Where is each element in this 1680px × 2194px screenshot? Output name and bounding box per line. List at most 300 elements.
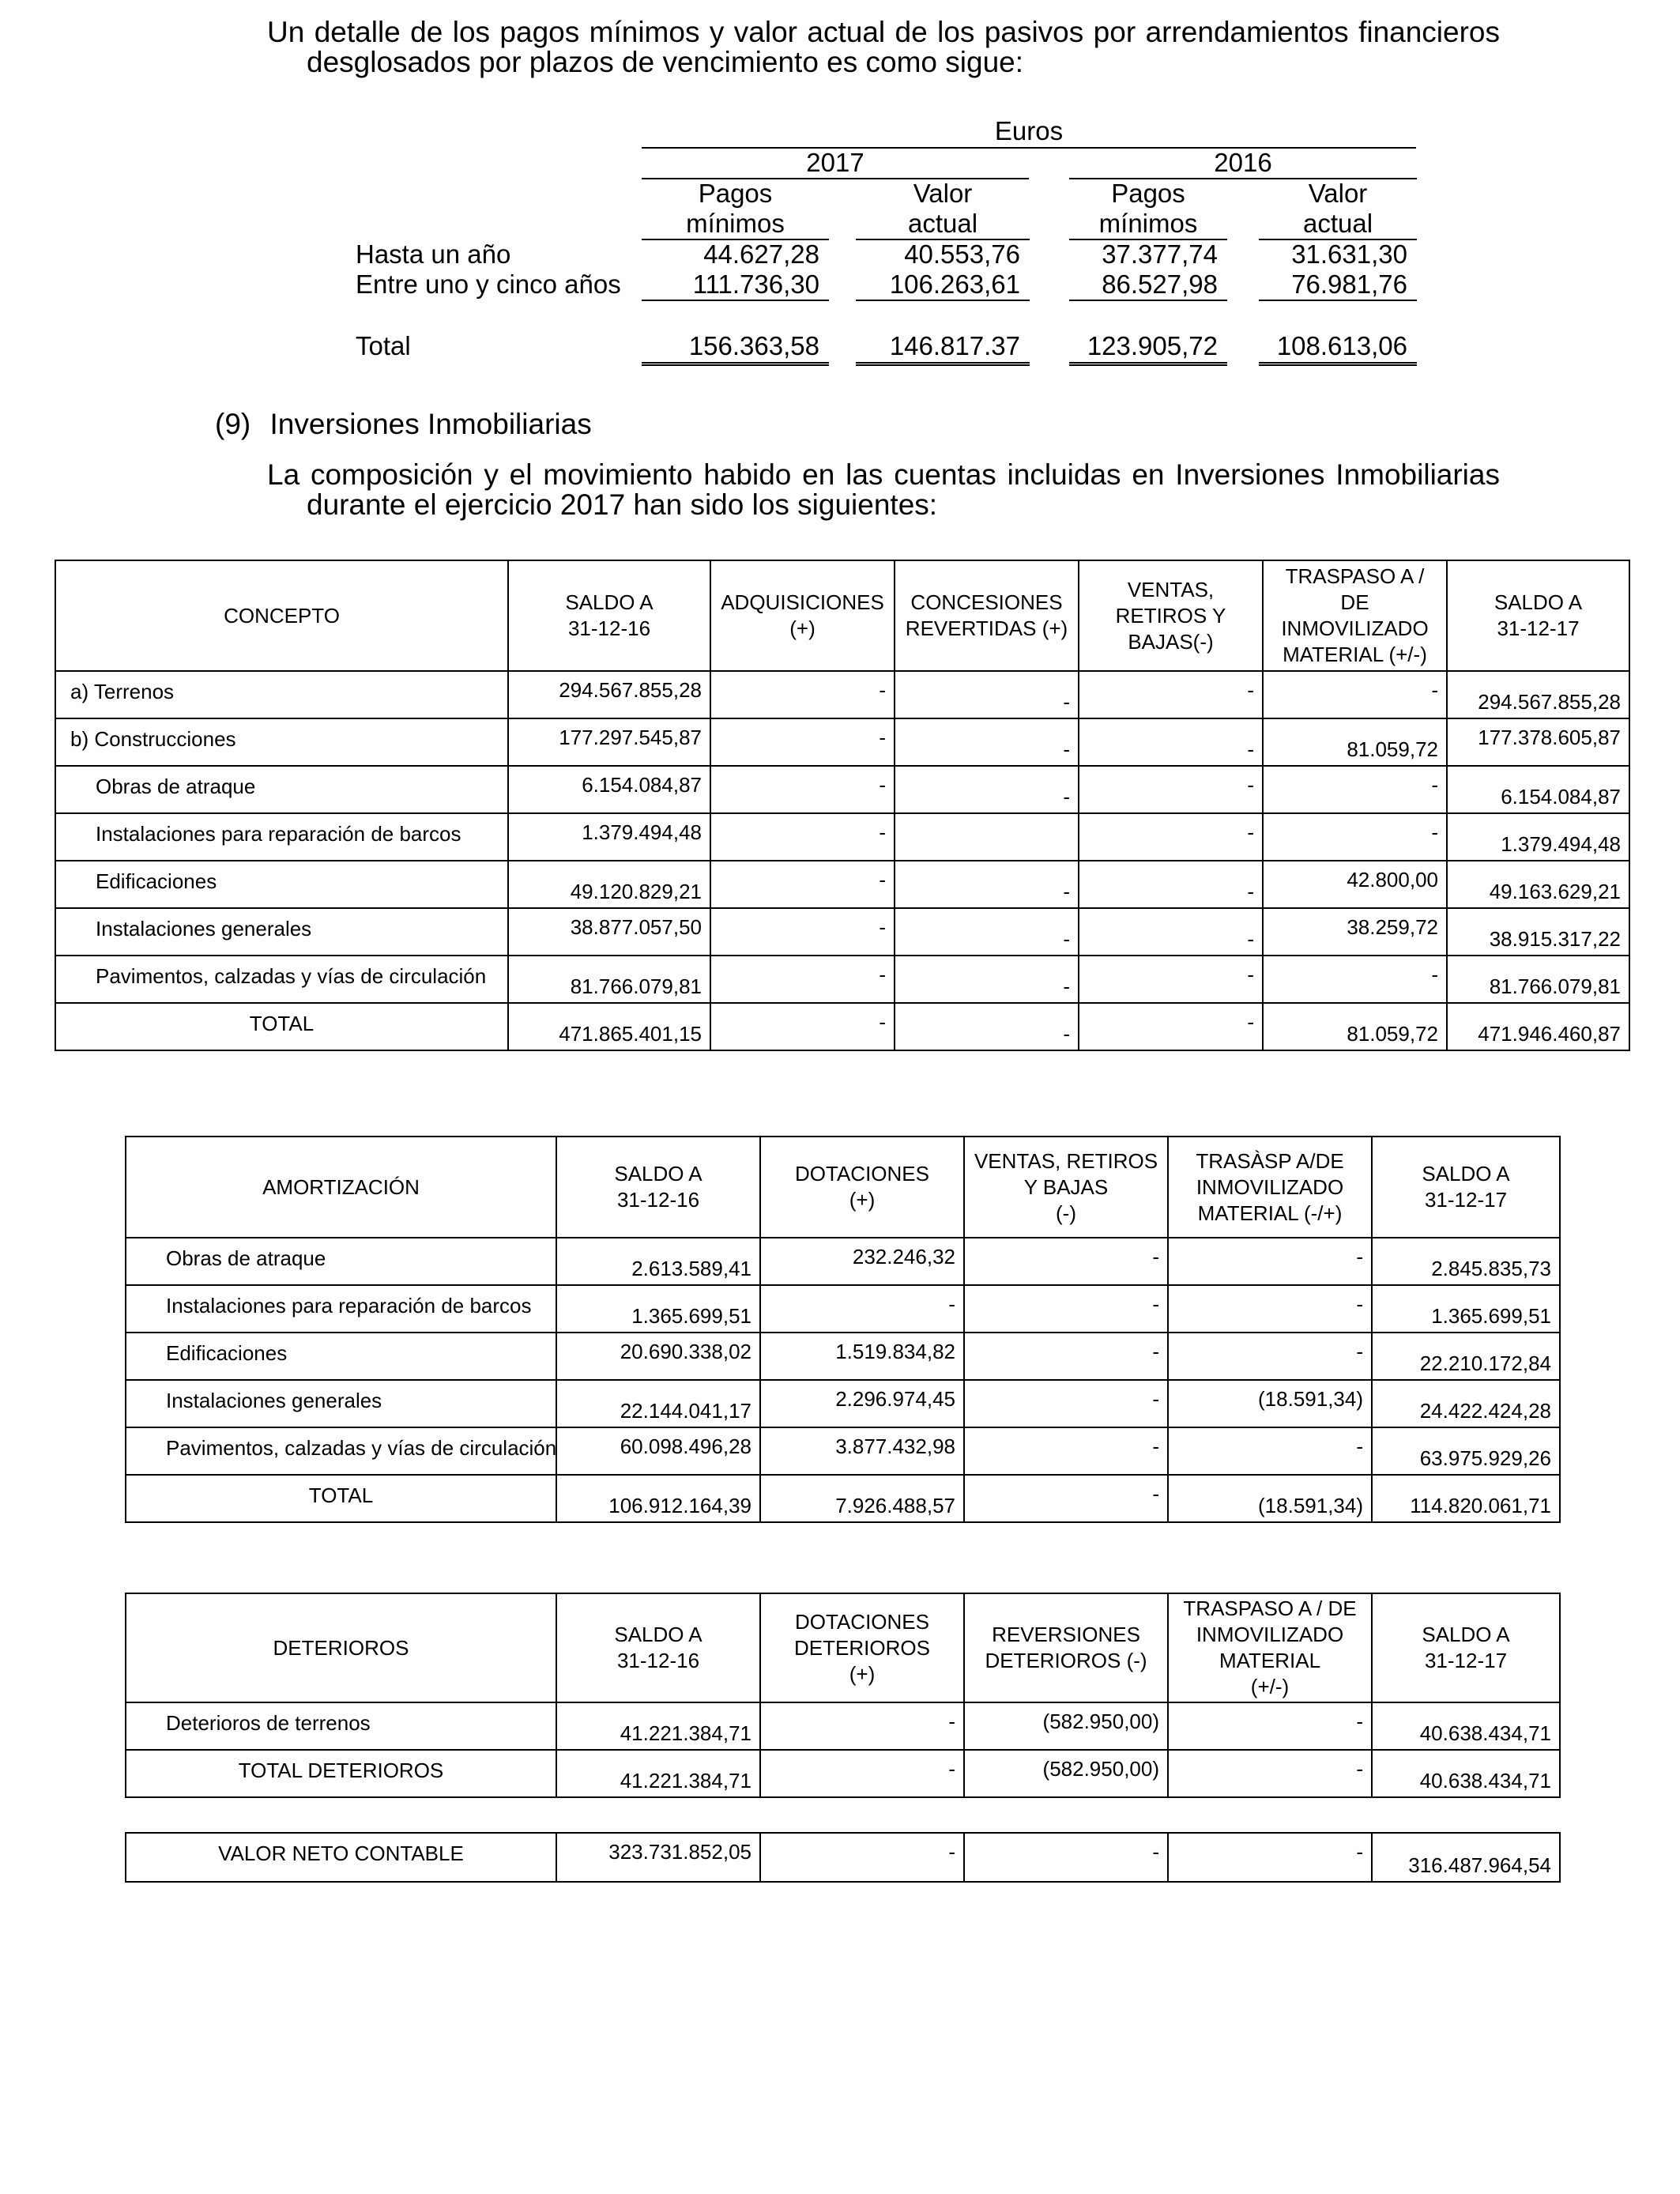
header-cell	[556, 1593, 760, 1702]
row-label: Instalaciones generales	[166, 1389, 382, 1412]
cell-value: 20.690.338,02	[620, 1340, 751, 1363]
value-cell	[556, 1238, 760, 1285]
row-label-cell	[55, 908, 508, 956]
row-label: TOTAL	[308, 1483, 374, 1507]
header-cell	[1263, 560, 1447, 671]
header-label: DETERIOROS	[273, 1635, 409, 1660]
cell-value: -	[879, 1010, 886, 1034]
value-cell	[760, 1475, 964, 1522]
table-row	[126, 1333, 1560, 1380]
value-cell	[1079, 908, 1263, 956]
col-pagos-2016: Pagos mínimos	[1098, 179, 1198, 238]
cell-value: -	[948, 1292, 955, 1316]
cell-value: -	[1247, 678, 1254, 702]
cell-value: 22.144.041,17	[620, 1399, 751, 1423]
row-label-cell	[55, 718, 508, 766]
cell-value: -	[1356, 1710, 1363, 1733]
row-label-cell	[126, 1380, 556, 1427]
table-row	[55, 766, 1629, 813]
value-cell	[895, 671, 1079, 718]
header-cell	[760, 1593, 964, 1702]
table-row	[126, 1475, 1560, 1522]
header-label: REVERSIONES DETERIOROS (-)	[985, 1623, 1147, 1672]
value-cell	[1447, 813, 1629, 861]
table-row	[126, 1380, 1560, 1427]
table-row	[126, 1702, 1560, 1750]
value-cell	[556, 1750, 760, 1797]
value-cell	[1079, 671, 1263, 718]
lease-cell: 76.981,76	[1291, 270, 1407, 299]
rule	[856, 300, 1030, 301]
table-row	[55, 718, 1629, 766]
value-cell	[556, 1833, 760, 1882]
cell-value: -	[1356, 1757, 1363, 1781]
row-label: Pavimentos, calzadas y vías de circulación	[96, 964, 487, 988]
value-cell	[964, 1702, 1168, 1750]
cell-value: 2.613.589,41	[631, 1257, 751, 1280]
value-cell	[1447, 671, 1629, 718]
row-label: Instalaciones para reparación de barcos	[166, 1294, 532, 1318]
value-cell	[964, 1427, 1168, 1475]
value-cell	[508, 813, 710, 861]
header-cell	[126, 1137, 556, 1238]
section-number: (9)	[215, 408, 251, 440]
cell-value: -	[1247, 737, 1254, 761]
value-cell	[1168, 1750, 1372, 1797]
value-cell	[1079, 956, 1263, 1003]
cell-value: 1.519.834,82	[835, 1340, 955, 1363]
cell-value: -	[1431, 773, 1438, 797]
header-label: DOTACIONES DETERIOROS (+)	[794, 1609, 930, 1686]
cell-value: 40.638.434,71	[1419, 1721, 1551, 1745]
header-label: AMORTIZACIÓN	[262, 1174, 420, 1199]
cell-value: 1.379.494,48	[1501, 832, 1621, 856]
cell-value: -	[1356, 1434, 1363, 1458]
row-label-cell	[126, 1238, 556, 1285]
table-header-row	[126, 1593, 1560, 1702]
cell-value: -	[1431, 963, 1438, 986]
value-cell	[556, 1285, 760, 1333]
value-cell	[964, 1833, 1168, 1882]
table-row	[126, 1750, 1560, 1797]
cell-value: -	[879, 726, 886, 749]
cell-value: 38.259,72	[1347, 915, 1438, 939]
value-cell	[895, 766, 1079, 813]
row-label: Deterioros de terrenos	[166, 1711, 371, 1735]
double-rule	[1069, 362, 1227, 366]
cell-value: 471.946.460,87	[1478, 1022, 1621, 1046]
lease-total-cell: 156.363,58	[688, 331, 819, 360]
cell-value: 294.567.855,28	[559, 678, 702, 702]
row-label: VALOR NETO CONTABLE	[218, 1842, 464, 1865]
value-cell	[1168, 1285, 1372, 1333]
row-label-cell	[55, 1003, 508, 1050]
cell-value: -	[1152, 1340, 1159, 1363]
value-cell	[760, 1380, 964, 1427]
lease-cell: 86.527,98	[1102, 270, 1218, 299]
lease-total-label: Total	[356, 331, 411, 360]
cell-value: -	[1247, 773, 1254, 797]
row-label-cell	[126, 1750, 556, 1797]
value-cell	[556, 1427, 760, 1475]
value-cell	[895, 1003, 1079, 1050]
cell-value: 41.221.384,71	[620, 1721, 751, 1745]
section-heading	[215, 409, 592, 439]
cell-value: 3.877.432,98	[835, 1434, 955, 1458]
valor-neto-table	[125, 1832, 1561, 1883]
value-cell	[1263, 813, 1447, 861]
header-label: SALDO A 31-12-16	[614, 1162, 703, 1212]
cell-value: -	[879, 963, 886, 986]
value-cell	[556, 1333, 760, 1380]
row-label-cell	[126, 1427, 556, 1475]
row-label: Instalaciones generales	[96, 917, 312, 941]
cell-value: -	[1063, 974, 1070, 998]
header-cell	[760, 1137, 964, 1238]
value-cell	[1079, 861, 1263, 908]
table-row	[126, 1833, 1560, 1882]
double-rule	[642, 362, 829, 366]
cell-value: 7.926.488,57	[835, 1494, 955, 1517]
cell-value: 177.378.605,87	[1478, 726, 1621, 749]
value-cell	[1263, 718, 1447, 766]
table-row	[126, 1238, 1560, 1285]
header-label: ADQUISICIONES (+)	[721, 590, 884, 640]
value-cell	[1079, 1003, 1263, 1050]
col-valor-2016: Valor actual	[1302, 179, 1373, 238]
value-cell	[1079, 718, 1263, 766]
rule	[642, 300, 829, 301]
value-cell	[710, 1003, 895, 1050]
cell-value: -	[948, 1840, 955, 1864]
cell-value: (18.591,34)	[1258, 1494, 1363, 1517]
cell-value: 81.059,72	[1347, 1022, 1438, 1046]
cell-value: -	[879, 773, 886, 797]
currency-label: Euros	[994, 116, 1064, 145]
cell-value: -	[1356, 1340, 1363, 1363]
row-label-cell	[126, 1702, 556, 1750]
intro-line-2: desglosados por plazos de vencimiento es como sigue:	[307, 46, 1024, 78]
value-cell	[1263, 1003, 1447, 1050]
cell-value: -	[1356, 1840, 1363, 1864]
lease-cell: 37.377,74	[1102, 239, 1218, 269]
year-2017: 2017	[806, 148, 864, 177]
cell-value: (582.950,00)	[1042, 1757, 1159, 1781]
header-label: TRASÀSP A/DE INMOVILIZADO MATERIAL (-/+)	[1196, 1148, 1344, 1225]
table-row	[55, 956, 1629, 1003]
header-label: TRASPASO A / DE INMOVILIZADO MATERIAL (+/-)	[1183, 1596, 1357, 1698]
value-cell	[1447, 718, 1629, 766]
header-label: SALDO A 31-12-16	[565, 590, 654, 640]
table-row	[55, 861, 1629, 908]
value-cell	[895, 718, 1079, 766]
value-cell	[1372, 1380, 1560, 1427]
cell-value: -	[1247, 1010, 1254, 1034]
lease-cell: 44.627,28	[703, 239, 819, 269]
table-header-row	[126, 1137, 1560, 1238]
header-cell	[126, 1593, 556, 1702]
cell-value: -	[1431, 820, 1438, 844]
row-label-cell	[126, 1833, 556, 1882]
header-label: SALDO A 31-12-16	[614, 1623, 703, 1672]
header-cell	[1372, 1593, 1560, 1702]
cell-value: 1.365.699,51	[631, 1304, 751, 1328]
value-cell	[1168, 1427, 1372, 1475]
cell-value: 114.820.061,71	[1410, 1494, 1551, 1517]
cell-value: 1.379.494,48	[582, 820, 702, 844]
value-cell	[964, 1333, 1168, 1380]
cell-value: 471.865.401,15	[559, 1022, 702, 1046]
header-cell	[964, 1593, 1168, 1702]
intro-line-1: Un detalle de los pagos mínimos y valor actual de los pasivos por arrendamientos financieros	[267, 16, 1500, 48]
cell-value: 60.098.496,28	[620, 1434, 751, 1458]
table-row	[126, 1427, 1560, 1475]
rule	[1259, 300, 1417, 301]
cell-value: 38.915.317,22	[1489, 927, 1621, 951]
value-cell	[760, 1238, 964, 1285]
value-cell	[895, 908, 1079, 956]
value-cell	[1263, 861, 1447, 908]
header-cell	[1168, 1593, 1372, 1702]
cell-value: 294.567.855,28	[1478, 690, 1621, 714]
cell-value: -	[1431, 678, 1438, 702]
header-cell	[508, 560, 710, 671]
cell-value: 63.975.929,26	[1419, 1446, 1551, 1470]
value-cell	[508, 671, 710, 718]
cell-value: -	[1063, 785, 1070, 809]
value-cell	[895, 956, 1079, 1003]
value-cell	[760, 1702, 964, 1750]
cell-value: 316.487.964,54	[1408, 1853, 1551, 1877]
header-label: CONCEPTO	[224, 603, 340, 628]
row-label: a) Terrenos	[70, 680, 175, 703]
cell-value: -	[1356, 1245, 1363, 1269]
cell-value: -	[1247, 820, 1254, 844]
rule	[1069, 300, 1227, 301]
cell-value: 2.845.835,73	[1431, 1257, 1551, 1280]
table-row	[55, 1003, 1629, 1050]
section-paragraph	[267, 460, 1500, 520]
value-cell	[508, 1003, 710, 1050]
cell-value: -	[1247, 927, 1254, 951]
cell-value: -	[1152, 1292, 1159, 1316]
value-cell	[1372, 1238, 1560, 1285]
row-label: Pavimentos, calzadas y vías de circulación	[166, 1436, 557, 1460]
value-cell	[964, 1750, 1168, 1797]
header-label: DOTACIONES (+)	[795, 1162, 929, 1212]
value-cell	[760, 1833, 964, 1882]
cell-value: 232.246,32	[852, 1245, 955, 1269]
cell-value: -	[1152, 1840, 1159, 1864]
row-label: b) Construcciones	[70, 727, 236, 751]
value-cell	[1447, 956, 1629, 1003]
row-label: Instalaciones para reparación de barcos	[96, 822, 461, 846]
cell-value: -	[1152, 1482, 1159, 1506]
value-cell	[508, 766, 710, 813]
table-row	[55, 908, 1629, 956]
header-cell	[556, 1137, 760, 1238]
header-cell	[1168, 1137, 1372, 1238]
cell-value: (582.950,00)	[1042, 1710, 1159, 1733]
cell-value: 177.297.545,87	[559, 726, 702, 749]
value-cell	[508, 718, 710, 766]
value-cell	[1372, 1833, 1560, 1882]
row-label-cell	[55, 813, 508, 861]
cell-value: 42.800,00	[1347, 868, 1438, 892]
value-cell	[1447, 766, 1629, 813]
value-cell	[508, 908, 710, 956]
cell-value: 2.296.974,45	[835, 1387, 955, 1411]
cell-value: -	[1063, 690, 1070, 714]
value-cell	[760, 1285, 964, 1333]
value-cell	[895, 813, 1079, 861]
value-cell	[1372, 1475, 1560, 1522]
value-cell	[710, 908, 895, 956]
cell-value: -	[1063, 927, 1070, 951]
lease-total-cell: 123.905,72	[1087, 331, 1218, 360]
value-cell	[1447, 861, 1629, 908]
value-cell	[1372, 1427, 1560, 1475]
header-label: VENTAS, RETIROS Y BAJAS (-)	[974, 1148, 1158, 1225]
cell-value: -	[1063, 737, 1070, 761]
lease-total-cell: 108.613,06	[1276, 331, 1407, 360]
value-cell	[1263, 766, 1447, 813]
cell-value: 49.120.829,21	[570, 880, 702, 903]
header-label: VENTAS, RETIROS Y BAJAS(-)	[1115, 577, 1226, 654]
cell-value: -	[1247, 880, 1254, 903]
value-cell	[556, 1702, 760, 1750]
header-cell	[1079, 560, 1263, 671]
value-cell	[1168, 1333, 1372, 1380]
lease-table	[0, 0, 1680, 379]
cell-value: 40.638.434,71	[1419, 1769, 1551, 1793]
lease-cell: 111.736,30	[692, 270, 819, 299]
cell-value: -	[1063, 1022, 1070, 1046]
header-cell	[1447, 560, 1629, 671]
row-label: Edificaciones	[96, 869, 217, 893]
cell-value: -	[1063, 880, 1070, 903]
header-label: CONCESIONES REVERTIDAS (+)	[905, 590, 1068, 640]
row-label-cell	[55, 861, 508, 908]
value-cell	[508, 956, 710, 1003]
table-header-row	[55, 560, 1629, 671]
lease-row-label: Hasta un año	[356, 239, 511, 269]
value-cell	[760, 1427, 964, 1475]
header-label: SALDO A 31-12-17	[1494, 590, 1583, 640]
value-cell	[556, 1475, 760, 1522]
value-cell	[964, 1238, 1168, 1285]
value-cell	[710, 813, 895, 861]
value-cell	[710, 718, 895, 766]
cell-value: -	[1152, 1387, 1159, 1411]
section-line-2: durante el ejercicio 2017 han sido los siguientes:	[307, 488, 938, 521]
lease-total-cell: 146.817.37	[889, 331, 1020, 360]
row-label: TOTAL	[249, 1012, 315, 1035]
cell-value: 49.163.629,21	[1489, 880, 1621, 903]
value-cell	[1079, 766, 1263, 813]
value-cell	[710, 671, 895, 718]
cell-value: -	[879, 678, 886, 702]
value-cell	[1263, 956, 1447, 1003]
row-label-cell	[126, 1333, 556, 1380]
cell-value: (18.591,34)	[1258, 1387, 1363, 1411]
header-label: TRASPASO A / DE INMOVILIZADO MATERIAL (+/-)	[1281, 564, 1429, 666]
value-cell	[1372, 1750, 1560, 1797]
value-cell	[710, 956, 895, 1003]
cell-value: 6.154.084,87	[582, 773, 702, 797]
cell-value: 106.912.164,39	[608, 1494, 751, 1517]
header-cell	[895, 560, 1079, 671]
value-cell	[760, 1333, 964, 1380]
cell-value: 24.422.424,28	[1419, 1399, 1551, 1423]
value-cell	[1079, 813, 1263, 861]
value-cell	[1372, 1702, 1560, 1750]
cell-value: 6.154.084,87	[1501, 785, 1621, 809]
table-row	[55, 813, 1629, 861]
header-cell	[1372, 1137, 1560, 1238]
value-cell	[556, 1380, 760, 1427]
cell-value: -	[1247, 963, 1254, 986]
double-rule	[856, 362, 1030, 366]
header-cell	[964, 1137, 1168, 1238]
cell-value: 41.221.384,71	[620, 1769, 751, 1793]
cell-value: -	[879, 868, 886, 892]
value-cell	[508, 861, 710, 908]
cell-value: 323.731.852,05	[608, 1840, 751, 1864]
table-row	[126, 1285, 1560, 1333]
inversiones-table	[55, 560, 1630, 1051]
row-label-cell	[55, 671, 508, 718]
cell-value: -	[1152, 1245, 1159, 1269]
value-cell	[710, 766, 895, 813]
cell-value: -	[879, 820, 886, 844]
value-cell	[964, 1285, 1168, 1333]
cell-value: -	[948, 1757, 955, 1781]
cell-value: -	[879, 915, 886, 939]
cell-value: -	[948, 1710, 955, 1733]
value-cell	[1263, 671, 1447, 718]
cell-value: 81.059,72	[1347, 737, 1438, 761]
cell-value: -	[1356, 1292, 1363, 1316]
lease-cell: 31.631,30	[1291, 239, 1407, 269]
row-label-cell	[55, 766, 508, 813]
row-label-cell	[55, 956, 508, 1003]
cell-value: 38.877.057,50	[570, 915, 702, 939]
cell-value: 1.365.699,51	[1431, 1304, 1551, 1328]
header-cell	[710, 560, 895, 671]
row-label-cell	[126, 1285, 556, 1333]
lease-cell: 40.553,76	[904, 239, 1020, 269]
row-label-cell	[126, 1475, 556, 1522]
header-cell	[55, 560, 508, 671]
amortizacion-table	[125, 1136, 1561, 1523]
cell-value: 81.766.079,81	[1489, 974, 1621, 998]
value-cell	[710, 861, 895, 908]
row-label: Edificaciones	[166, 1341, 288, 1365]
value-cell	[1168, 1380, 1372, 1427]
row-label: Obras de atraque	[166, 1246, 326, 1270]
value-cell	[964, 1380, 1168, 1427]
value-cell	[1168, 1475, 1372, 1522]
col-valor-2017: Valor actual	[907, 179, 978, 238]
table-row	[55, 671, 1629, 718]
cell-value: -	[1152, 1434, 1159, 1458]
value-cell	[1168, 1238, 1372, 1285]
value-cell	[1372, 1333, 1560, 1380]
lease-row-label: Entre uno y cinco años	[356, 270, 621, 299]
deterioros-table	[125, 1593, 1561, 1798]
cell-value: 22.210.172,84	[1419, 1351, 1551, 1375]
